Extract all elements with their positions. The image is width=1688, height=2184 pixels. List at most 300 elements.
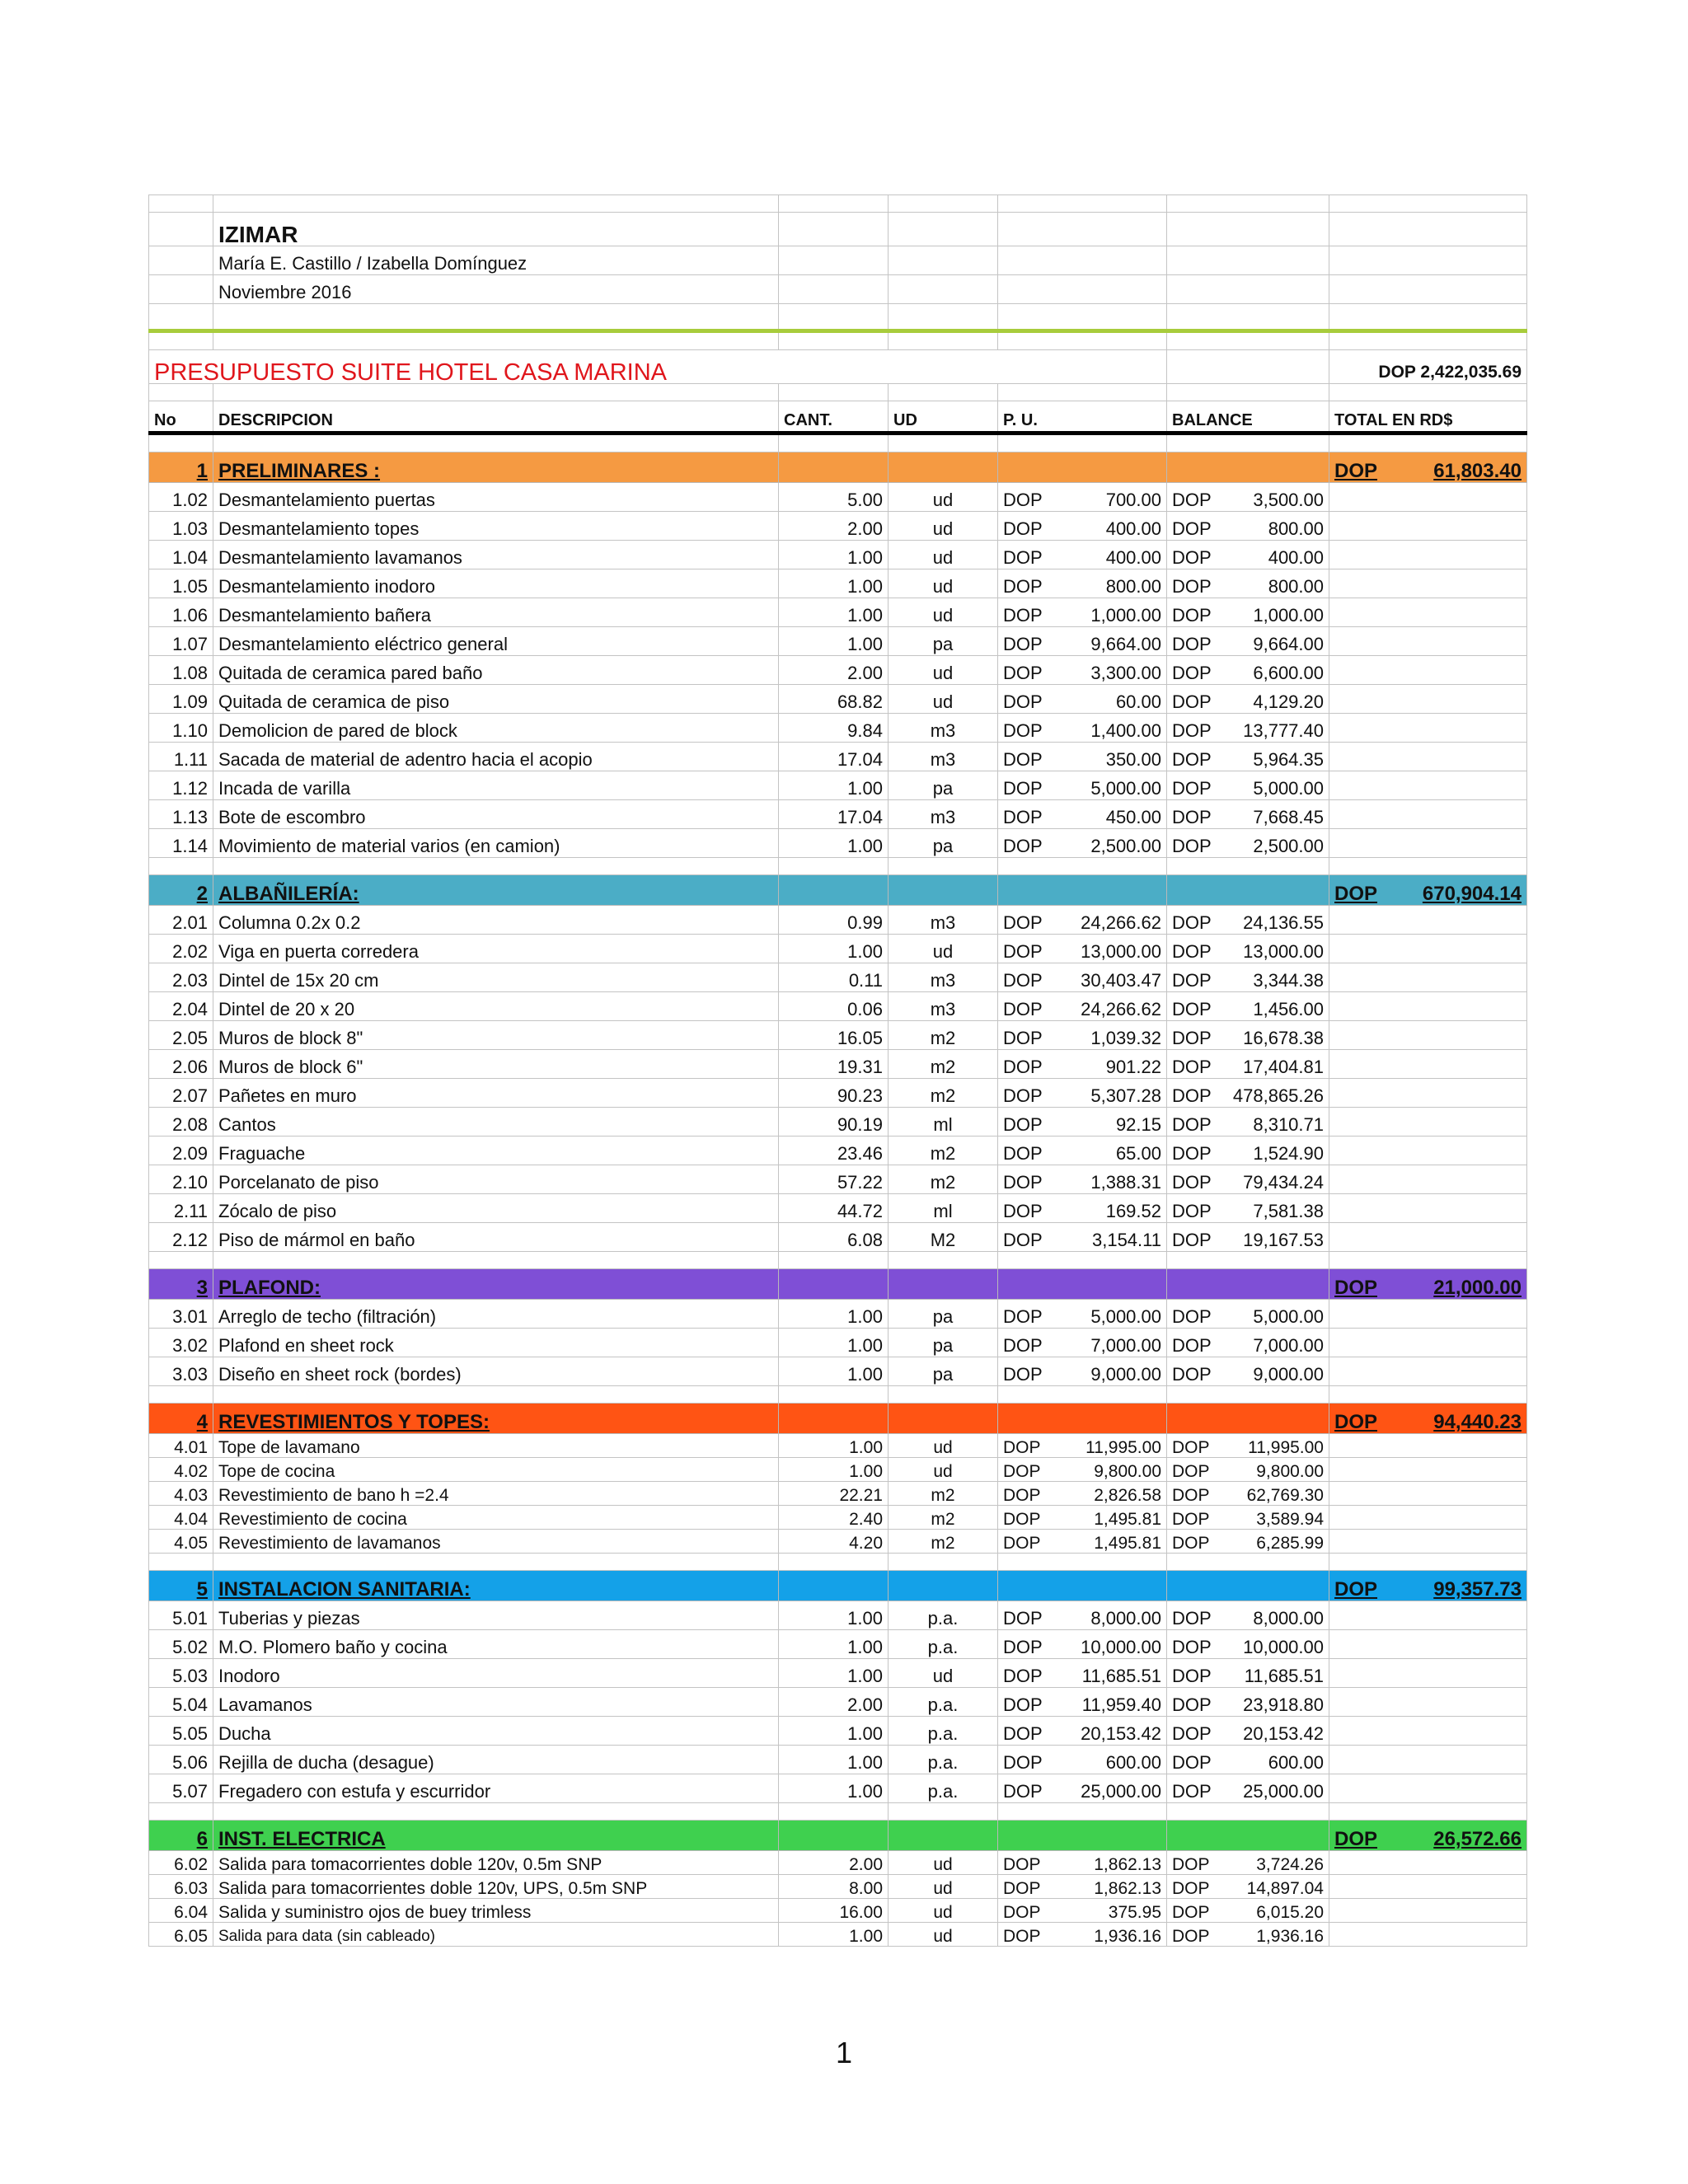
section-total-currency: DOP [1334,1277,1378,1299]
empty-cell [1167,1821,1329,1851]
item-number: 1.14 [149,829,213,858]
item-number: 3.02 [149,1329,213,1357]
unit-price-wrapper [1003,576,1161,598]
item-unit: m3 [889,906,998,935]
balance-wrapper [1172,547,1324,569]
item-balance [1167,1717,1329,1746]
item-description: Piso de mármol en baño [213,1223,779,1252]
balance-amount: 4,129.20 [1253,691,1324,712]
line-item-row [149,1079,1527,1108]
empty-cell [1167,1803,1329,1821]
unit-price-wrapper [1003,1172,1161,1193]
item-balance [1167,1923,1329,1947]
empty-cell [889,1803,998,1821]
balance-wrapper [1172,1904,1324,1922]
balance-amount: 1,936.16 [1256,1927,1324,1946]
line-item-row [149,743,1527,771]
section-header-row [149,1404,1527,1434]
line-item-row [149,1434,1527,1458]
item-balance [1167,963,1329,992]
empty-cell [1329,541,1527,569]
empty-cell [1167,875,1329,906]
empty-cell [213,195,779,213]
empty-cell [1329,1165,1527,1194]
unit-price-currency: DOP [1003,1637,1043,1657]
balance-amount: 1,524.90 [1253,1143,1324,1164]
spacer-row [149,384,1527,401]
item-balance [1167,1458,1329,1482]
item-balance [1167,1434,1329,1458]
balance-amount: 11,995.00 [1248,1438,1324,1457]
item-description: Plafond en sheet rock [213,1329,779,1357]
item-unit-price [998,1165,1167,1194]
balance-wrapper [1172,1666,1324,1687]
balance-wrapper [1172,663,1324,684]
section-number: 4 [149,1404,213,1434]
item-quantity: 57.22 [779,1165,889,1194]
section-number: 1 [149,452,213,483]
item-quantity: 1.00 [779,627,889,656]
empty-cell [1329,1357,1527,1386]
item-description: Diseño en sheet rock (bordes) [213,1357,779,1386]
section-total-amount: 61,803.40 [1433,460,1522,482]
balance-amount: 25,000.00 [1243,1781,1324,1802]
item-number: 1.05 [149,569,213,598]
item-number: 3.03 [149,1357,213,1386]
balance-wrapper [1172,691,1324,713]
item-unit-price [998,1482,1167,1506]
balance-amount: 800.00 [1268,576,1324,597]
item-quantity: 1.00 [779,771,889,800]
item-number: 1.06 [149,598,213,627]
unit-price-amount: 1,400.00 [1090,720,1161,741]
item-description: Zócalo de piso [213,1194,779,1223]
item-quantity: 1.00 [779,1434,889,1458]
balance-currency: DOP [1172,1927,1210,1946]
line-item-row [149,1530,1527,1554]
section-total [1329,1821,1527,1851]
empty-cell [1329,1329,1527,1357]
empty-cell [1329,1194,1527,1223]
item-unit-price [998,541,1167,569]
empty-cell [998,1821,1167,1851]
empty-cell [1329,1875,1527,1899]
empty-cell [1167,350,1329,384]
empty-cell [889,1821,998,1851]
item-quantity: 1.00 [779,1923,889,1947]
unit-price-amount: 2,826.58 [1094,1486,1161,1505]
line-item-row [149,1458,1527,1482]
item-balance [1167,483,1329,512]
item-unit-price [998,1300,1167,1329]
section-title: ALBAÑILERÍA: [213,875,779,906]
unit-price-currency: DOP [1003,1364,1043,1385]
section-number: 3 [149,1269,213,1300]
unit-price-wrapper [1003,1335,1161,1357]
item-unit-price [998,1851,1167,1875]
balance-amount: 3,589.94 [1256,1510,1324,1529]
unit-price-wrapper [1003,1723,1161,1745]
empty-cell [1329,1774,1527,1803]
empty-cell [1329,906,1527,935]
empty-cell [779,195,889,213]
balance-currency: DOP [1172,1438,1210,1457]
unit-price-amount: 1,039.32 [1090,1028,1161,1048]
line-item-row [149,906,1527,935]
column-header-balance: BALANCE [1167,401,1329,434]
item-number: 5.02 [149,1630,213,1659]
balance-amount: 23,918.80 [1243,1694,1324,1715]
empty-cell [149,195,213,213]
item-description: Revestimiento de bano h =2.4 [213,1482,779,1506]
balance-amount: 5,000.00 [1253,1306,1324,1327]
report-date: Noviembre 2016 [213,275,779,304]
balance-wrapper [1172,1463,1324,1481]
section-total-value [1334,461,1522,482]
item-number: 4.01 [149,1434,213,1458]
item-unit-price [998,483,1167,512]
unit-price-wrapper [1003,1928,1161,1946]
item-unit: m3 [889,992,998,1021]
empty-cell [1329,483,1527,512]
item-number: 1.04 [149,541,213,569]
item-unit-price [998,1194,1167,1223]
section-title: PLAFOND: [213,1269,779,1300]
page-number: 1 [835,2036,853,2069]
section-spacer-row [149,1386,1527,1404]
item-unit: ud [889,512,998,541]
empty-cell [998,275,1167,304]
item-quantity: 1.00 [779,935,889,963]
item-unit-price [998,1108,1167,1137]
unit-price-wrapper [1003,1608,1161,1629]
empty-cell [1329,1746,1527,1774]
balance-amount: 5,000.00 [1253,778,1324,799]
item-quantity: 23.46 [779,1137,889,1165]
line-item-row [149,1717,1527,1746]
unit-price-wrapper [1003,1364,1161,1385]
unit-price-amount: 13,000.00 [1081,941,1161,962]
item-balance [1167,714,1329,743]
item-balance [1167,627,1329,656]
unit-price-currency: DOP [1003,1608,1043,1629]
section-spacer-row [149,1252,1527,1269]
item-description: Porcelanato de piso [213,1165,779,1194]
item-unit: m2 [889,1165,998,1194]
unit-price-wrapper [1003,1904,1161,1922]
unit-price-amount: 92.15 [1115,1114,1161,1135]
item-unit: M2 [889,1223,998,1252]
section-header-row [149,875,1527,906]
unit-price-amount: 30,403.47 [1081,970,1161,991]
item-number: 4.02 [149,1458,213,1482]
item-unit: m2 [889,1482,998,1506]
line-item-row [149,1137,1527,1165]
column-header-no: No [149,401,213,434]
item-number: 2.01 [149,906,213,935]
unit-price-currency: DOP [1003,749,1043,770]
item-description: Salida y suministro ojos de buey trimless [213,1899,779,1923]
empty-cell [779,1404,889,1434]
unit-price-wrapper [1003,490,1161,511]
item-quantity: 90.19 [779,1108,889,1137]
empty-cell [998,1252,1167,1269]
item-unit-price [998,1659,1167,1688]
item-balance [1167,656,1329,685]
section-header-row [149,1571,1527,1601]
unit-price-wrapper [1003,836,1161,857]
empty-cell [889,384,998,401]
empty-cell [1329,1050,1527,1079]
item-number: 2.05 [149,1021,213,1050]
item-number: 5.05 [149,1717,213,1746]
item-unit-price [998,771,1167,800]
empty-cell [889,331,998,350]
empty-cell [1329,743,1527,771]
date-row [149,275,1527,304]
balance-wrapper [1172,1856,1324,1874]
empty-cell [998,1269,1167,1300]
empty-cell [1329,1137,1527,1165]
empty-cell [1167,384,1329,401]
item-quantity: 1.00 [779,1601,889,1630]
balance-amount: 24,136.55 [1243,912,1324,933]
line-item-row [149,1165,1527,1194]
balance-amount: 800.00 [1268,518,1324,539]
unit-price-currency: DOP [1003,1306,1043,1327]
unit-price-amount: 1,495.81 [1094,1534,1161,1553]
item-unit: p.a. [889,1601,998,1630]
item-number: 5.03 [149,1659,213,1688]
item-balance [1167,1899,1329,1923]
item-unit: pa [889,1329,998,1357]
empty-cell [213,858,779,875]
unit-price-amount: 1,000.00 [1090,605,1161,626]
balance-wrapper [1172,970,1324,991]
balance-amount: 8,310.71 [1253,1114,1324,1135]
item-number: 5.04 [149,1688,213,1717]
empty-cell [1329,800,1527,829]
empty-cell [149,1554,213,1571]
empty-cell [1329,1554,1527,1571]
item-unit: m3 [889,714,998,743]
item-unit: pa [889,771,998,800]
unit-price-amount: 400.00 [1105,518,1161,539]
item-unit: ud [889,1659,998,1688]
item-unit: ud [889,1851,998,1875]
empty-cell [149,275,213,304]
item-balance [1167,1851,1329,1875]
item-quantity: 1.00 [779,598,889,627]
item-balance [1167,935,1329,963]
item-unit-price [998,714,1167,743]
line-item-row [149,1108,1527,1137]
unit-price-currency: DOP [1003,970,1043,991]
empty-cell [1167,434,1329,452]
item-quantity: 1.00 [779,1357,889,1386]
line-item-row [149,1357,1527,1386]
item-unit: ud [889,1458,998,1482]
item-number: 4.04 [149,1506,213,1530]
balance-currency: DOP [1172,1608,1212,1629]
empty-cell [998,1404,1167,1434]
balance-currency: DOP [1172,1335,1212,1356]
section-title: INSTALACION SANITARIA: [213,1571,779,1601]
item-quantity: 17.04 [779,800,889,829]
item-description: Salida para tomacorrientes doble 120v, UPS, 0.5m SNP [213,1875,779,1899]
empty-cell [213,1803,779,1821]
item-description: Desmantelamiento topes [213,512,779,541]
unit-price-wrapper [1003,912,1161,934]
section-spacer-row [149,1554,1527,1571]
budget-title: PRESUPUESTO SUITE HOTEL CASA MARINA [149,350,1167,384]
item-unit: m3 [889,743,998,771]
empty-cell [779,1386,889,1404]
empty-cell [1329,1601,1527,1630]
item-number: 1.11 [149,743,213,771]
empty-cell [213,331,779,350]
item-unit-price [998,935,1167,963]
balance-amount: 79,434.24 [1243,1172,1324,1193]
unit-price-wrapper [1003,720,1161,742]
item-unit: ml [889,1194,998,1223]
item-number: 6.02 [149,1851,213,1875]
balance-amount: 6,285.99 [1256,1534,1324,1553]
empty-cell [889,434,998,452]
empty-cell [779,1803,889,1821]
empty-cell [1329,1506,1527,1530]
unit-price-amount: 600.00 [1105,1752,1161,1773]
balance-currency: DOP [1172,778,1212,799]
column-header-desc: DESCRIPCION [213,401,779,434]
unit-price-wrapper [1003,1856,1161,1874]
empty-cell [1329,1482,1527,1506]
section-total [1329,452,1527,483]
section-total-amount: 670,904.14 [1422,883,1522,905]
line-item-row [149,1506,1527,1530]
item-description: Incada de varilla [213,771,779,800]
unit-price-wrapper [1003,941,1161,963]
section-total [1329,1571,1527,1601]
item-unit: p.a. [889,1630,998,1659]
balance-wrapper [1172,1752,1324,1774]
column-header-ud: UD [889,401,998,434]
item-balance [1167,1774,1329,1803]
item-description: Revestimiento de cocina [213,1506,779,1530]
item-quantity: 1.00 [779,1774,889,1803]
item-number: 6.05 [149,1923,213,1947]
section-total-amount: 21,000.00 [1433,1277,1522,1299]
item-number: 5.07 [149,1774,213,1803]
item-quantity: 2.40 [779,1506,889,1530]
balance-amount: 1,000.00 [1253,605,1324,626]
line-item-row [149,800,1527,829]
top-empty-row [149,195,1527,213]
balance-amount: 3,344.38 [1253,970,1324,991]
balance-currency: DOP [1172,1855,1210,1874]
unit-price-wrapper [1003,1114,1161,1136]
item-number: 4.03 [149,1482,213,1506]
budget-sheet [148,194,1526,1947]
empty-cell [149,304,213,331]
empty-cell [149,213,213,246]
empty-cell [1329,1923,1527,1947]
item-unit: ud [889,598,998,627]
empty-cell [779,1571,889,1601]
section-header-row [149,452,1527,483]
item-quantity: 1.00 [779,829,889,858]
balance-currency: DOP [1172,1057,1212,1077]
empty-cell [889,1269,998,1300]
balance-currency: DOP [1172,1306,1212,1327]
empty-cell [1329,771,1527,800]
item-unit: m2 [889,1530,998,1554]
item-number: 2.04 [149,992,213,1021]
unit-price-amount: 1,862.13 [1094,1879,1161,1898]
empty-cell [889,1404,998,1434]
unit-price-amount: 20,153.42 [1081,1723,1161,1744]
unit-price-amount: 1,388.31 [1090,1172,1161,1193]
unit-price-amount: 10,000.00 [1081,1637,1161,1657]
item-number: 2.12 [149,1223,213,1252]
empty-cell [779,1821,889,1851]
unit-price-amount: 2,500.00 [1090,836,1161,856]
section-total [1329,1269,1527,1300]
balance-currency: DOP [1172,1230,1212,1250]
empty-cell [1329,275,1527,304]
empty-cell [1329,656,1527,685]
balance-amount: 600.00 [1268,1752,1324,1773]
empty-cell [889,858,998,875]
unit-price-currency: DOP [1003,1879,1041,1898]
unit-price-currency: DOP [1003,1201,1043,1221]
empty-cell [779,858,889,875]
item-unit-price [998,1357,1167,1386]
item-balance [1167,1530,1329,1554]
unit-price-wrapper [1003,1306,1161,1328]
unit-price-amount: 11,959.40 [1081,1694,1161,1715]
balance-amount: 14,897.04 [1246,1879,1324,1898]
item-balance [1167,906,1329,935]
unit-price-currency: DOP [1003,605,1043,626]
unit-price-currency: DOP [1003,490,1043,510]
authors-row [149,246,1527,275]
line-item-row [149,1659,1527,1688]
unit-price-amount: 8,000.00 [1090,1608,1161,1629]
budget-title-row [149,350,1527,384]
item-number: 2.09 [149,1137,213,1165]
unit-price-wrapper [1003,663,1161,684]
balance-currency: DOP [1172,749,1212,770]
item-quantity: 1.00 [779,1458,889,1482]
unit-price-wrapper [1003,1694,1161,1716]
empty-cell [1329,829,1527,858]
company-row [149,213,1527,246]
unit-price-wrapper [1003,749,1161,771]
item-unit-price [998,598,1167,627]
unit-price-amount: 25,000.00 [1081,1781,1161,1802]
item-number: 6.03 [149,1875,213,1899]
line-item-row [149,656,1527,685]
line-item-row [149,685,1527,714]
balance-currency: DOP [1172,1201,1212,1221]
unit-price-amount: 11,995.00 [1085,1438,1161,1457]
section-total-currency: DOP [1334,1411,1378,1433]
balance-currency: DOP [1172,970,1212,991]
unit-price-wrapper [1003,547,1161,569]
empty-cell [1167,858,1329,875]
line-item-row [149,483,1527,512]
